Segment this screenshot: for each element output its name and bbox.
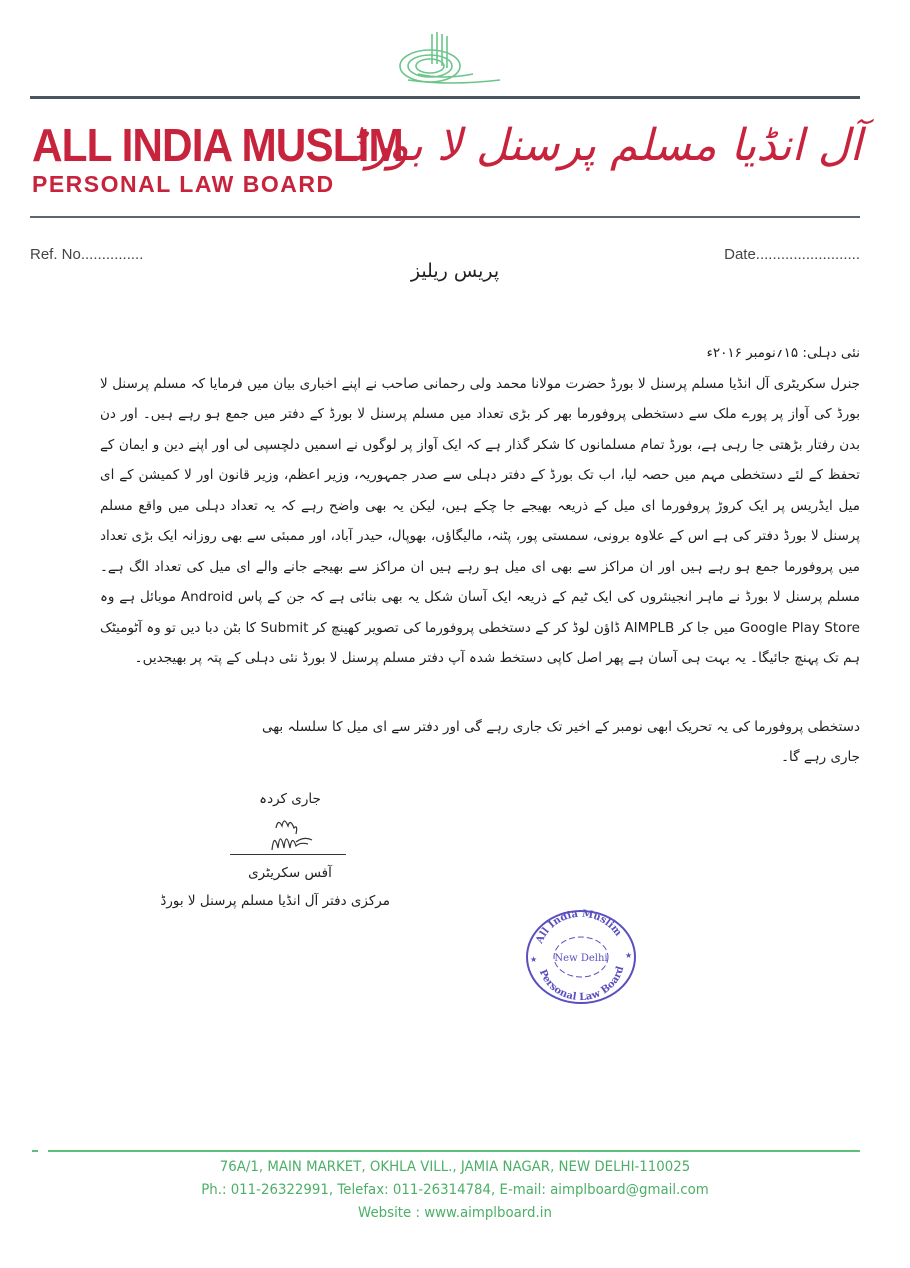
paragraph-closing: دستخطی پروفورما کی یہ تحریک ابھی نومبر کے اخیر تک جاری رہے گی اور دفتر سے ای میل کا سلسلہ بھی جاری رہے گا۔	[261, 719, 860, 765]
signature-underline	[230, 854, 346, 855]
svg-text:★: ★	[530, 955, 538, 964]
date-field: Date.........................	[724, 246, 860, 263]
organization-title-urdu: آل انڈیا مسلم پرسنل لا بورڈ	[347, 120, 862, 171]
title-line-1: ALL INDIA MUSLIM	[32, 119, 403, 171]
header-bottom-rule	[30, 216, 860, 218]
official-stamp-icon	[524, 908, 638, 1006]
press-release-body	[100, 338, 860, 674]
footer-contact	[0, 1156, 910, 1225]
reference-number-field: Ref. No...............	[30, 246, 144, 263]
document-heading: پریس ریلیز	[410, 260, 500, 282]
bismillah-emblem-icon	[388, 28, 508, 93]
footer-rule-dash	[32, 1150, 38, 1152]
footer-website: Website : www.aimplboard.in	[358, 1205, 552, 1221]
organization-title-english	[32, 119, 403, 198]
svg-text:All India Muslim	[534, 909, 624, 947]
stamp-center-text: New Delhi	[554, 953, 608, 964]
stamp-text-bottom: Personal Law Board	[536, 964, 627, 1004]
dateline: نئی دہلی: ۱۵؍نومبر ۲۰۱۶ء	[706, 345, 860, 361]
svg-text:★: ★	[625, 951, 633, 960]
footer-rule	[48, 1150, 860, 1152]
signature-block	[160, 786, 390, 914]
header-top-rule	[30, 96, 860, 99]
footer-address: 76A/1, MAIN MARKET, OKHLA VILL., JAMIA NAGAR, NEW DELHI-110025	[219, 1159, 691, 1175]
issued-by-label: جاری کردہ	[259, 791, 321, 807]
handwritten-signature-icon	[190, 812, 390, 856]
central-office-name: مرکزی دفتر آل انڈیا مسلم پرسنل لا بورڈ	[160, 893, 390, 909]
paragraph-main: جنرل سکریٹری آل انڈیا مسلم پرسنل لا بورڈ حضرت مولانا محمد ولی رحمانی صاحب نے اپنے اخباری بیان میں فرمایا کہ مسلم پرسنل لا بورڈ کی آواز پر پورے ملک سے دستخطی پروفورما بھر کر بڑی تعداد میں مسلم پرسنل لا بورڈ کے دفتر میں جمع ہو رہے ہیں۔ اور دن بدن رفتار بڑھتی جا رہی ہے، بورڈ تمام مسلمانوں کا شکر گذار ہے کہ ایک آواز پر لوگوں نے اسمیں دلچسپی لی اور اپنے دین و ایمان کے تحفظ کے لئے دستخطی مہم میں حصہ لیا، اب تک بورڈ کے دفتر دہلی سے صدر جمہوریہ، وزیر اعظم، وزیر قانون اور لا کمیشن کے ای میل ایڈریس پر ایک کروڑ پروفورما ای میل کے ذریعہ بھیجے جا چکے ہیں، لیکن یہ بھی واضح رہے کہ یہ تعداد دہلی میں واقع مسلم پرسنل لا بورڈ دفتر کی ہے اس کے علاوہ برونی، سمستی پور، پٹنہ، مالیگاؤں، بھوپال، حیدر آباد، اور ممبئی سے بھی روزانہ ایک بڑی تعداد میں پروفورما جمع ہو رہے ہیں اور ان مراکز سے بھی ای میل ہو رہے ہیں ان مراکز سے بھیجے جانے والے ای میل کی تعداد الگ ہے۔ مسلم پرسنل لا بورڈ نے ماہر انجینئروں کی ایک ٹیم کے ذریعہ ایک آسان شکل یہ بھی بنائی ہے کہ جن کے پاس Android موبائل ہے وہ Google Play Store میں جا کر AIMPLB ڈاؤن لوڈ کر کے دستخطی پروفورما کی تصویر کھینچ کر Submit کا بٹن دبا دیں تو وہ آٹومیٹک ہم تک پہنچ جائیگا۔ یہ بہت ہی آسان ہے پھر اصل کاپی دستخط شدہ آپ دفتر مسلم پرسنل لا بورڈ نئی دہلی کے پتہ پر بھیجدیں۔	[100, 375, 860, 666]
footer-phone-email: Ph.: 011-26322991, Telefax: 011-26314784, E-mail: aimplboard@gmail.com	[201, 1182, 709, 1198]
svg-text:Personal Law Board	[537, 965, 627, 1003]
stamp-text-top: All India Muslim	[534, 908, 624, 946]
title-line-2: PERSONAL LAW BOARD	[32, 171, 335, 197]
office-secretary-title: آفس سکریٹری	[248, 865, 332, 881]
